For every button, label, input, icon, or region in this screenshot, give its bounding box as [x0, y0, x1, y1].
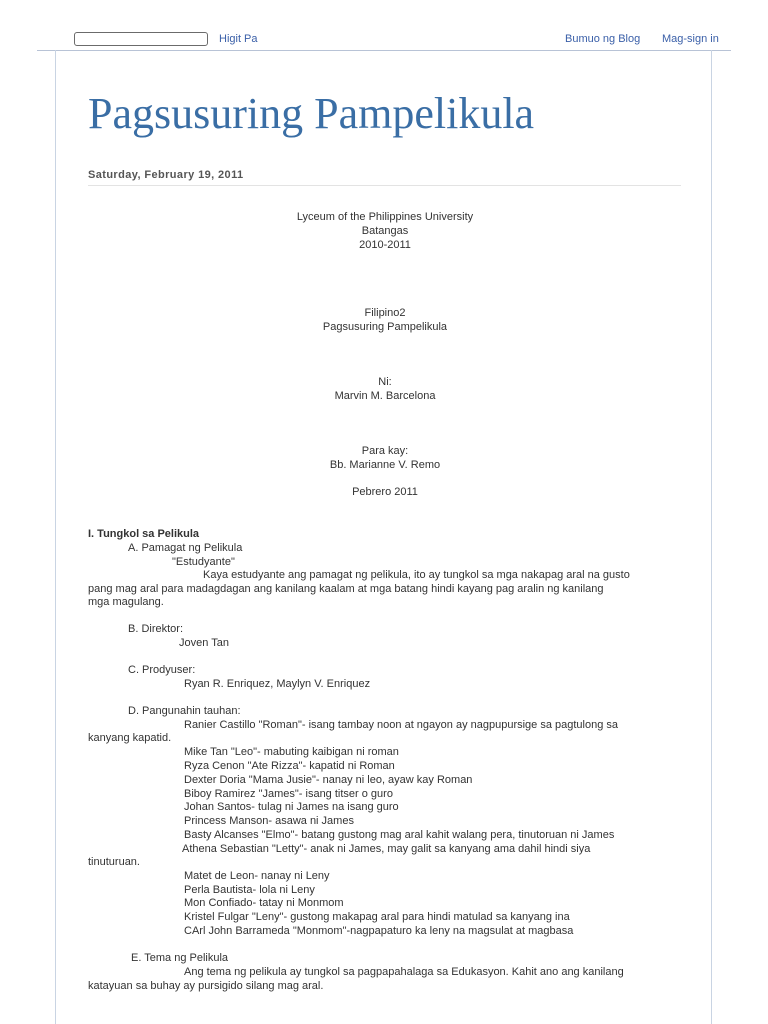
search-input[interactable]: [74, 32, 208, 46]
date-divider: [88, 185, 681, 186]
director-name: Joven Tan: [179, 637, 229, 649]
cast-item: Kristel Fulgar "Leny"- gustong makapag aral para hindi matulad sa kanyang ina: [184, 911, 570, 923]
section-a-heading: A. Pamagat ng Pelikula: [128, 542, 243, 554]
school-year: 2010-2011: [359, 239, 411, 251]
section-e-desc-2: katayuan sa buhay ay pursigido silang mag aral.: [88, 980, 324, 992]
create-blog-link[interactable]: Bumuo ng Blog: [565, 33, 641, 45]
cast-item: Johan Santos- tulag ni James na isang guro: [184, 801, 399, 813]
content-border-left: [55, 50, 56, 1024]
post-date: Pebrero 2011: [352, 486, 418, 498]
subject-title: Pagsusuring Pampelikula: [322, 321, 448, 333]
section-a-desc-1: Kaya estudyante ang pamagat ng pelikula, ito ay tungkol sa mga nakapag aral na gusto: [203, 569, 630, 581]
cast-item: tinuturuan.: [88, 856, 140, 868]
producer-names: Ryan R. Enriquez, Maylyn V. Enriquez: [184, 678, 371, 690]
more-link[interactable]: Higit Pa: [219, 33, 258, 45]
cast-item: Matet de Leon- nanay ni Leny: [184, 870, 330, 882]
by-label: Ni:: [378, 376, 392, 388]
section-c-heading: C. Prodyuser:: [128, 664, 196, 676]
cast-item: Biboy Ramirez "James"- isang titser o guro: [184, 788, 393, 800]
cast-item: Perla Bautista- lola ni Leny: [184, 884, 315, 896]
content-border-right: [711, 50, 712, 1024]
cast-item: Athena Sebastian "Letty"- anak ni James, may galit sa kanyang ama dahil hindi siya: [182, 843, 591, 855]
cast-item: Ranier Castillo "Roman"- isang tambay noon at ngayon ay nagpupursige sa pagtulong sa: [184, 719, 619, 731]
section-e-heading: E. Tema ng Pelikula: [131, 952, 229, 964]
cast-item: Princess Manson- asawa ni James: [184, 815, 354, 827]
blog-title[interactable]: Pagsusuring Pampelikula: [88, 89, 535, 138]
section-a-desc-2: pang mag aral para madagdagan ang kanilang kaalam at mga batang hindi kayang pag aralin ng kanilang: [88, 583, 604, 595]
cast-item: kanyang kapatid.: [88, 732, 172, 744]
section-title: I. Tungkol sa Pelikula: [88, 528, 200, 540]
section-a-desc-3: mga magulang.: [88, 596, 164, 608]
sign-in-link[interactable]: Mag-sign in: [662, 33, 719, 45]
cast-item: Basty Alcanses "Elmo"- batang gustong mag aral kahit walang pera, tinutoruan ni James: [184, 829, 615, 841]
cast-item: Dexter Doria "Mama Jusie"- nanay ni leo, ayaw kay Roman: [184, 774, 473, 786]
section-d-heading: D. Pangunahin tauhan:: [128, 705, 241, 717]
navbar: [0, 0, 768, 50]
author-name: Marvin M. Barcelona: [334, 390, 436, 402]
section-e-desc-1: Ang tema ng pelikula ay tungkol sa pagpapahalaga sa Edukasyon. Kahit ano ang kanilang: [184, 966, 624, 978]
movie-title: "Estudyante": [172, 556, 235, 568]
cast-item: Ryza Cenon "Ate Rizza"- kapatid ni Roman: [184, 760, 395, 772]
cast-item: Mon Confiado- tatay ni Monmom: [184, 897, 344, 909]
cast-item: CArl John Barrameda "Monmom"-nagpapaturo ka leny na magsulat at magbasa: [184, 925, 574, 937]
section-b-heading: B. Direktor:: [128, 623, 184, 635]
school-name: Lyceum of the Philippines University: [296, 211, 474, 223]
teacher-name: Bb. Marianne V. Remo: [329, 459, 441, 471]
date-header: Saturday, February 19, 2011: [88, 169, 244, 181]
navbar-divider: [37, 50, 731, 51]
school-city: Batangas: [361, 225, 409, 237]
cast-item: Mike Tan "Leo"- mabuting kaibigan ni roman: [184, 746, 399, 758]
subject: Filipino2: [364, 307, 406, 319]
for-label: Para kay:: [361, 445, 409, 457]
